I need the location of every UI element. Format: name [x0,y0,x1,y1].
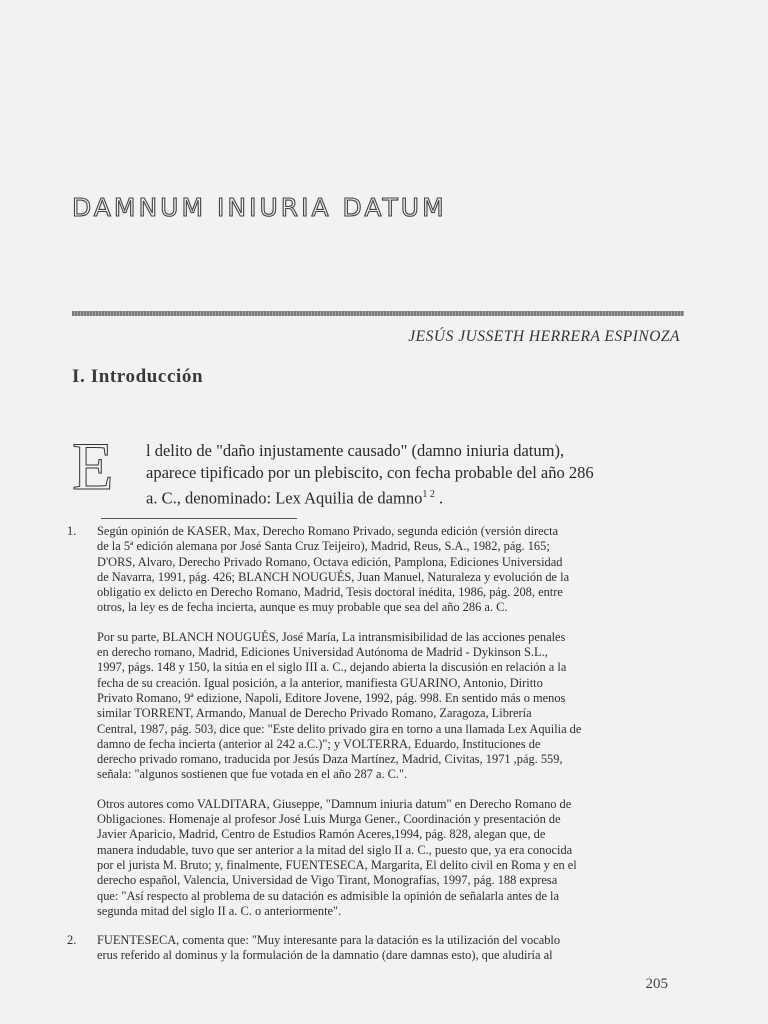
footnote-line: manera indudable, tuvo que ser anterior a la mitad del siglo II a. C., puesto que, ya era conocida [97,842,573,857]
author-name: JESÚS JUSSETH HERRERA ESPINOZA [408,328,680,345]
lead-paragraph [146,440,686,510]
lead-line: l delito de "daño injustamente causado" (damno iniuria datum), [146,441,565,460]
footnote-paragraph [97,797,685,919]
footnote-line: damno de fecha incierta (anterior al 242 a.C.)"; y VOLTERRA, Eduardo, Instituciones de [97,736,541,751]
drop-cap: E [72,428,114,504]
title-rule [72,311,684,316]
footnote-line: que: "Así respecto al problema de su datación es admisible la opinión de señalarla antes de la [97,888,559,903]
footnote-line: Central, 1987, pág. 503, dice que: "Este delito privado gira en torno a una llamada Lex Aquilia de [97,721,582,736]
footnote-line: de Navarra, 1991, pág. 426; BLANCH NOUGUÉS, Juan Manuel, Naturaleza y evolución de la [97,569,570,584]
footnote-line: segunda mitad del siglo II a. C. o anteriormente". [97,903,342,918]
footnote [67,524,685,919]
footnote-line: fecha de su creación. Igual posición, a la anterior, manifiesta GUARINO, Antonio, Diritto [97,675,543,690]
footnote-paragraph [97,524,685,616]
lead-line: aparece tipificado por un plebiscito, con fecha probable del año 286 [146,463,594,482]
footnote-line: de la 5ª edición alemana por José Santa Cruz Teijeiro), Madrid, Reus, S.A., 1982, pág. 165; [97,539,550,554]
footnote-line: Obligaciones. Homenaje al profesor José Luis Murga Gener., Coordinación y presentación de [97,812,561,827]
footnote-separator [101,518,297,519]
footnote-line: Según opinión de KASER, Max, Derecho Romano Privado, segunda edición (versión directa [97,524,559,538]
footnotes [67,524,685,978]
lead-end: . [438,488,444,508]
footnote-markers: 1 2 [422,489,435,500]
lead-line [146,484,686,510]
footnote-line: obligatio ex delicto en Derecho Romano, Madrid, Tesis doctoral inédita, 1986, pág. 208, entre [97,585,563,600]
footnote [67,933,685,964]
footnote-line: FUENTESECA, comenta que: "Muy interesante para la datación es la utilización del vocablo [97,933,561,948]
footnote-line: otros, la ley es de fecha incierta, aunque es muy probable que sea del año 286 a. C. [97,600,508,615]
footnote-number: 2. [67,933,77,948]
lead-line-text: a. C., denominado: Lex Aquilia de damno [146,488,423,508]
article-title: DAMNUM INIURIA DATUM [72,193,447,222]
footnote-line: Privato Romano, 9ª edizione, Napoli, Editore Jovene, 1992, pág. 998. En sentido más o menos [97,690,566,705]
footnote-line: en derecho romano, Madrid, Ediciones Universidad Autónoma de Madrid - Dykinson S.L., [97,645,548,660]
footnote-line: 1997, págs. 148 y 150, la sitúa en el siglo III a. C., dejando abierta la discusión en relación a la [97,660,567,675]
section-heading: I. Introducción [72,366,204,387]
footnote-line: Otros autores como VALDITARA, Giuseppe, "Damnum iniuria datum" en Derecho Romano de [97,796,572,811]
footnote-line: Por su parte, BLANCH NOUGUÉS, José María, La intransmisibilidad de las acciones penales [97,629,566,644]
footnote-line: Javier Aparicio, Madrid, Centro de Estudios Ramón Aceres,1994, pág. 828, alegan que, de [97,827,546,842]
footnote-line: D'ORS, Alvaro, Derecho Privado Romano, Octava edición, Pamplona, Ediciones Universidad [97,554,563,569]
footnote-paragraph [97,933,685,964]
footnote-line: derecho español, Valencia, Universidad de Vigo Tirant, Monografías, 1997, pág. 188 expresa [97,873,558,888]
page-number: 205 [645,976,668,992]
footnote-line: erus referido al dominus y la formulación de la damnatio (dare damnas esto), que aludiría al [97,948,553,963]
footnote-line: derecho privado romano, traducida por Jesús Daza Martínez, Madrid, Civitas, 1971 ,pág. 559, [97,752,563,767]
footnote-line: similar TORRENT, Armando, Manual de Derecho Privado Romano, Zaragoza, Librería [97,706,532,721]
footnote-number: 1. [67,524,77,538]
footnote-line: señala: "algunos sostienen que fue votada en el año 287 a. C.". [97,767,408,782]
footnote-line: por el jurista M. Bruto; y, finalmente, FUENTESECA, Margarita, El delito civil en Roma y en el [97,857,577,872]
footnote-paragraph [97,630,685,783]
